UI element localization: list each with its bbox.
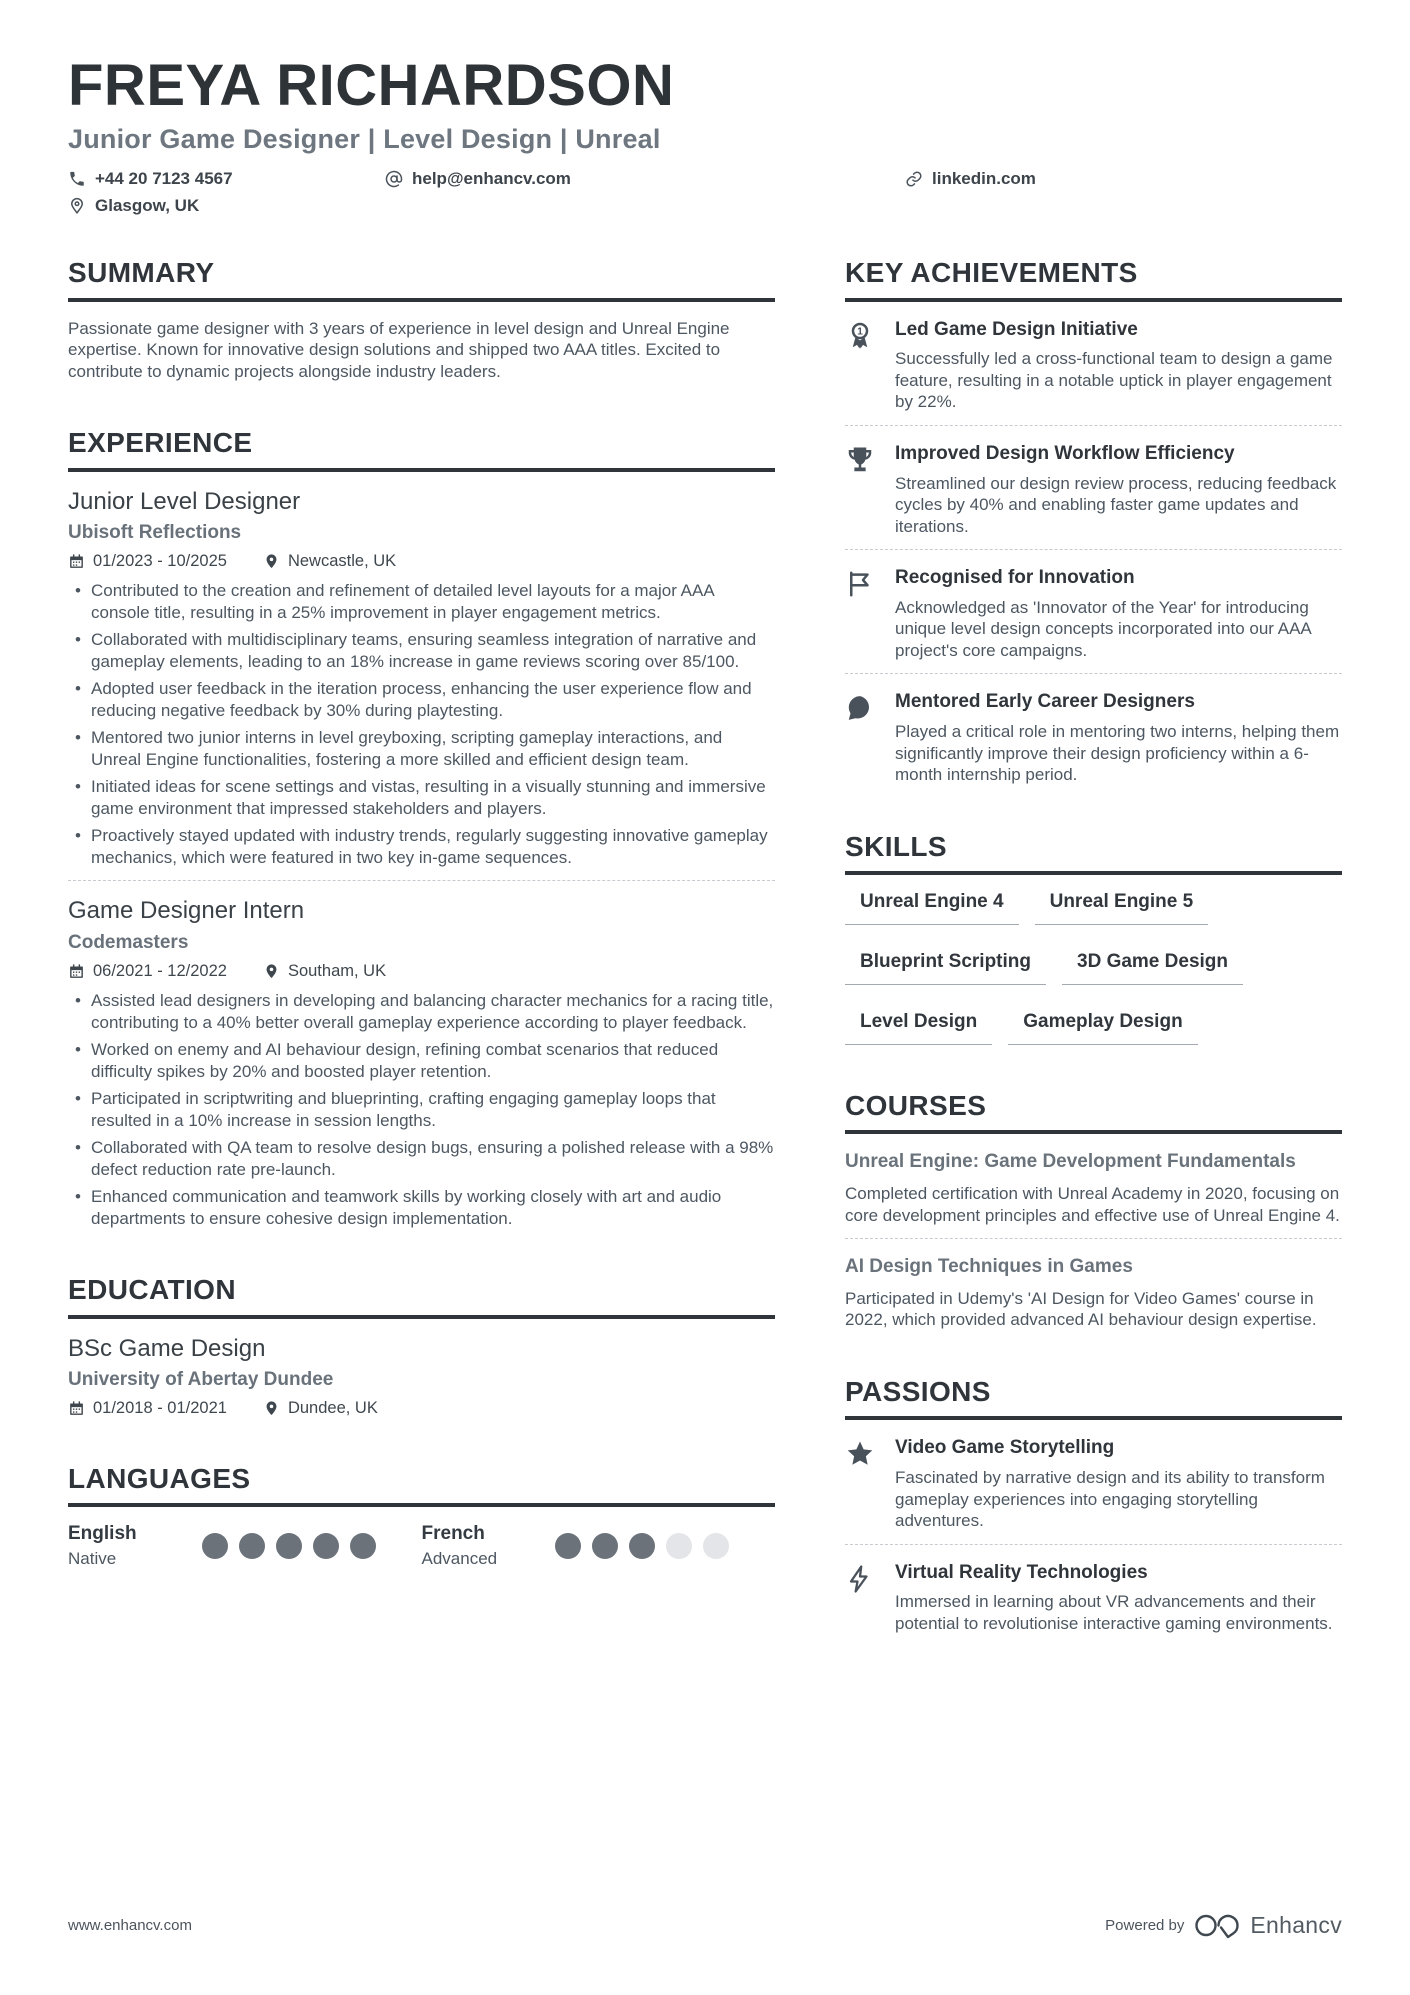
level-dot-empty bbox=[666, 1533, 692, 1559]
achievement-title: Improved Design Workflow Efficiency bbox=[895, 442, 1235, 464]
achievement-item bbox=[845, 318, 1342, 413]
level-dot-filled bbox=[629, 1533, 655, 1559]
page-footer bbox=[68, 1912, 1342, 1939]
calendar-icon bbox=[68, 1400, 85, 1417]
location-pin-icon bbox=[263, 963, 280, 980]
resume-header bbox=[0, 0, 1410, 216]
passion-text: Fascinated by narrative design and its ability to transform gameplay experiences into engaging storytelling adventures. bbox=[895, 1468, 1325, 1530]
location-item bbox=[68, 196, 385, 216]
experience-heading: EXPERIENCE bbox=[68, 428, 775, 471]
achievement-body bbox=[895, 442, 1342, 537]
brand-name: Enhancv bbox=[1250, 1912, 1342, 1938]
location-text: Glasgow, UK bbox=[95, 196, 200, 216]
right-column bbox=[845, 258, 1342, 1634]
achievement-text: Acknowledged as 'Innovator of the Year' for introducing unique level design concepts incorporated into our AAA project's core campaigns. bbox=[895, 597, 1311, 660]
level-dot-filled bbox=[276, 1533, 302, 1559]
languages-heading: LANGUAGES bbox=[68, 1464, 775, 1507]
calendar-icon bbox=[68, 553, 85, 570]
course-item bbox=[845, 1255, 1342, 1331]
job-bullet: • Contributed to the creation and refinement of detailed level layouts for a major AAA console title, resulting in a 25% improvement in player engagement metrics. bbox=[68, 580, 775, 623]
level-dot-filled bbox=[350, 1533, 376, 1559]
experience-section bbox=[68, 428, 775, 1229]
job-dates-item bbox=[68, 552, 227, 571]
job-title: Game Designer Intern bbox=[68, 897, 305, 925]
job-entry bbox=[68, 897, 775, 1229]
course-title: AI Design Techniques in Games bbox=[845, 1256, 1133, 1278]
achievement-divider bbox=[845, 425, 1342, 426]
job-bullet-list bbox=[68, 990, 775, 1229]
job-location: Southam, UK bbox=[287, 962, 387, 981]
skills-heading: SKILLS bbox=[845, 832, 1342, 875]
achievement-item bbox=[845, 566, 1342, 661]
job-bullet-list bbox=[68, 580, 775, 868]
location-icon bbox=[68, 197, 86, 215]
level-dot-filled bbox=[592, 1533, 618, 1559]
job-dates-item bbox=[68, 962, 227, 981]
language-level: Advanced bbox=[421, 1548, 498, 1568]
achievement-body bbox=[895, 690, 1342, 785]
education-section bbox=[68, 1275, 775, 1417]
language-entry bbox=[422, 1523, 730, 1569]
skills-list bbox=[845, 891, 1342, 1045]
passion-item bbox=[845, 1436, 1342, 1531]
job-bullet: • Worked on enemy and AI behaviour design, refining combat scenarios that reduced difficulty spikes by 20% and boosted player retention. bbox=[68, 1039, 775, 1082]
job-location: Newcastle, UK bbox=[287, 552, 397, 571]
summary-text: Passionate game designer with 3 years of experience in level design and Unreal Engine expertise. Known for innovative design solutions and shipped two AAA titles. Excited to contribute to dynamic projects alongside industry leaders. bbox=[68, 318, 730, 381]
level-dot-filled bbox=[555, 1533, 581, 1559]
job-dates: 01/2023 - 10/2025 bbox=[93, 552, 227, 571]
job-entry bbox=[68, 488, 775, 869]
language-labels bbox=[422, 1523, 498, 1569]
location-pin-icon bbox=[263, 1400, 280, 1417]
passion-title: Virtual Reality Technologies bbox=[895, 1561, 1148, 1583]
course-text: Participated in Udemy's 'AI Design for Video Games' course in 2022, which provided advanced AI behaviour design expertise. bbox=[845, 1288, 1317, 1330]
course-title: Unreal Engine: Game Development Fundamentals bbox=[845, 1151, 1296, 1173]
achievements-section bbox=[845, 258, 1342, 785]
enhancv-logo-icon bbox=[1194, 1912, 1240, 1939]
skill-item: Unreal Engine 4 bbox=[845, 891, 1019, 925]
level-dot-filled bbox=[239, 1533, 265, 1559]
skill-item: 3D Game Design bbox=[1062, 951, 1243, 985]
at-icon bbox=[385, 170, 403, 188]
job-bullet: • Participated in scriptwriting and blueprinting, crafting engaging gameplay loops that resulted in a 10% increase in session lengths. bbox=[68, 1088, 775, 1131]
job-location-item bbox=[263, 962, 386, 981]
linkedin-item[interactable] bbox=[905, 169, 1342, 189]
course-divider bbox=[845, 1238, 1342, 1239]
achievement-text: Streamlined our design review process, reducing feedback cycles by 40% and enabling faster game updates and iterations. bbox=[895, 473, 1337, 536]
languages-section bbox=[68, 1464, 775, 1569]
medal-icon bbox=[845, 318, 895, 413]
course-text: Completed certification with Unreal Academy in 2020, focusing on core development principles and effective use of Unreal Engine 4. bbox=[845, 1184, 1340, 1225]
summary-heading: SUMMARY bbox=[68, 258, 775, 301]
job-bullet: • Collaborated with QA team to resolve design bugs, ensuring a polished release with a 98% defect reduction rate pre-launch. bbox=[68, 1137, 775, 1180]
achievement-body bbox=[895, 318, 1342, 413]
achievement-item bbox=[845, 690, 1342, 785]
chat-icon bbox=[845, 690, 895, 785]
email-address[interactable]: help@enhancv.com bbox=[412, 169, 571, 189]
skill-item: Level Design bbox=[845, 1011, 992, 1045]
achievement-text: Successfully led a cross-functional team to design a game feature, resulting in a notable uptick in player engagement by 22%. bbox=[895, 349, 1333, 412]
job-location-item bbox=[263, 552, 396, 571]
achievement-divider bbox=[845, 673, 1342, 674]
trophy-icon bbox=[845, 442, 895, 537]
language-dots bbox=[202, 1533, 376, 1559]
achievement-title: Recognised for Innovation bbox=[895, 567, 1135, 589]
svg-text:1: 1 bbox=[857, 326, 863, 338]
achievement-divider bbox=[845, 549, 1342, 550]
level-dot-filled bbox=[313, 1533, 339, 1559]
education-degree: BSc Game Design bbox=[68, 1334, 266, 1362]
education-location: Dundee, UK bbox=[287, 1398, 378, 1417]
phone-number: +44 20 7123 4567 bbox=[95, 169, 233, 189]
job-bullet: • Enhanced communication and teamwork skills by working closely with art and audio departments to ensure cohesive design implementation. bbox=[68, 1186, 775, 1229]
skill-item: Unreal Engine 5 bbox=[1035, 891, 1209, 925]
job-bullet: • Proactively stayed updated with industry trends, regularly suggesting innovative gameplay mechanics, which were featured in two key in-game sequences. bbox=[68, 825, 775, 868]
location-pin-icon bbox=[263, 553, 280, 570]
achievement-item bbox=[845, 442, 1342, 537]
achievement-title: Mentored Early Career Designers bbox=[895, 691, 1195, 713]
job-dates: 06/2021 - 12/2022 bbox=[93, 962, 227, 981]
passion-title: Video Game Storytelling bbox=[895, 1437, 1115, 1459]
content-columns bbox=[0, 258, 1410, 1634]
passion-divider bbox=[845, 1544, 1342, 1545]
job-company: Ubisoft Reflections bbox=[68, 522, 242, 544]
flag-icon bbox=[845, 566, 895, 661]
level-dot-filled bbox=[202, 1533, 228, 1559]
passion-body bbox=[895, 1436, 1342, 1531]
education-school: University of Abertay Dundee bbox=[68, 1368, 334, 1390]
email-item[interactable] bbox=[385, 169, 905, 189]
skills-section bbox=[845, 832, 1342, 1045]
job-company: Codemasters bbox=[68, 932, 189, 954]
language-name: English bbox=[68, 1522, 137, 1544]
website-link[interactable]: www.enhancv.com bbox=[68, 1917, 192, 1934]
achievement-body bbox=[895, 566, 1342, 661]
job-meta bbox=[68, 962, 775, 981]
languages-row bbox=[68, 1523, 775, 1569]
linkedin-link[interactable]: linkedin.com bbox=[932, 169, 1036, 189]
achievement-title: Led Game Design Initiative bbox=[895, 318, 1138, 340]
summary-section bbox=[68, 258, 775, 382]
powered-by-label: Powered by bbox=[1105, 1917, 1185, 1934]
education-dates-item bbox=[68, 1399, 227, 1418]
courses-section bbox=[845, 1091, 1342, 1331]
calendar-icon bbox=[68, 963, 85, 980]
language-entry bbox=[68, 1523, 376, 1569]
job-bullet: • Collaborated with multidisciplinary teams, ensuring seamless integration of narrative and gameplay elements, leading to an 18% increase in game reviews scoring over 85/100. bbox=[68, 629, 775, 672]
language-level: Native bbox=[68, 1548, 117, 1568]
powered-by-block[interactable] bbox=[1105, 1912, 1342, 1939]
job-divider bbox=[68, 880, 775, 881]
star-icon bbox=[845, 1436, 895, 1531]
language-labels bbox=[68, 1523, 137, 1569]
phone-icon bbox=[68, 170, 86, 188]
language-dots bbox=[555, 1533, 729, 1559]
phone-item bbox=[68, 169, 385, 189]
education-dates: 01/2018 - 01/2021 bbox=[93, 1398, 227, 1417]
courses-heading: COURSES bbox=[845, 1091, 1342, 1134]
passion-body bbox=[895, 1561, 1342, 1635]
passion-item bbox=[845, 1561, 1342, 1635]
language-name: French bbox=[421, 1522, 485, 1544]
passion-text: Immersed in learning about VR advancements and their potential to revolutionise interactive gaming environments. bbox=[895, 1592, 1333, 1633]
course-item bbox=[845, 1150, 1342, 1226]
education-heading: EDUCATION bbox=[68, 1275, 775, 1318]
education-location-item bbox=[263, 1399, 378, 1418]
link-icon bbox=[905, 170, 923, 188]
job-bullet: • Assisted lead designers in developing and balancing character mechanics for a racing title, contributing to a 40% better overall gameplay experience according to player feedback. bbox=[68, 990, 775, 1033]
person-name: FREYA RICHARDSON bbox=[68, 53, 675, 118]
passions-heading: PASSIONS bbox=[845, 1377, 1342, 1420]
education-meta bbox=[68, 1399, 775, 1418]
level-dot-empty bbox=[703, 1533, 729, 1559]
achievements-heading: KEY ACHIEVEMENTS bbox=[845, 258, 1342, 301]
achievement-text: Played a critical role in mentoring two interns, helping them significantly improve their design proficiency within a 6-month internship period. bbox=[895, 722, 1340, 785]
job-bullet: • Adopted user feedback in the iteration process, enhancing the user experience flow and reducing negative feedback by 30% during playtesting. bbox=[68, 678, 775, 721]
job-title: Junior Level Designer bbox=[68, 487, 301, 515]
passions-section bbox=[845, 1377, 1342, 1634]
job-bullet: • Mentored two junior interns in level greyboxing, scripting gameplay interactions, and Unreal Engine functionalities, fostering a more skilled and efficient design team. bbox=[68, 727, 775, 770]
bolt-icon bbox=[845, 1561, 895, 1635]
skill-item: Gameplay Design bbox=[1008, 1011, 1197, 1045]
skill-item: Blueprint Scripting bbox=[845, 951, 1046, 985]
contact-info bbox=[68, 169, 1342, 216]
job-meta bbox=[68, 552, 775, 571]
job-bullet: • Initiated ideas for scene settings and vistas, resulting in a visually stunning and immersive game environment that impressed stakeholders and players. bbox=[68, 776, 775, 819]
job-headline: Junior Game Designer | Level Design | Unreal bbox=[68, 124, 661, 155]
left-column bbox=[68, 258, 775, 1634]
